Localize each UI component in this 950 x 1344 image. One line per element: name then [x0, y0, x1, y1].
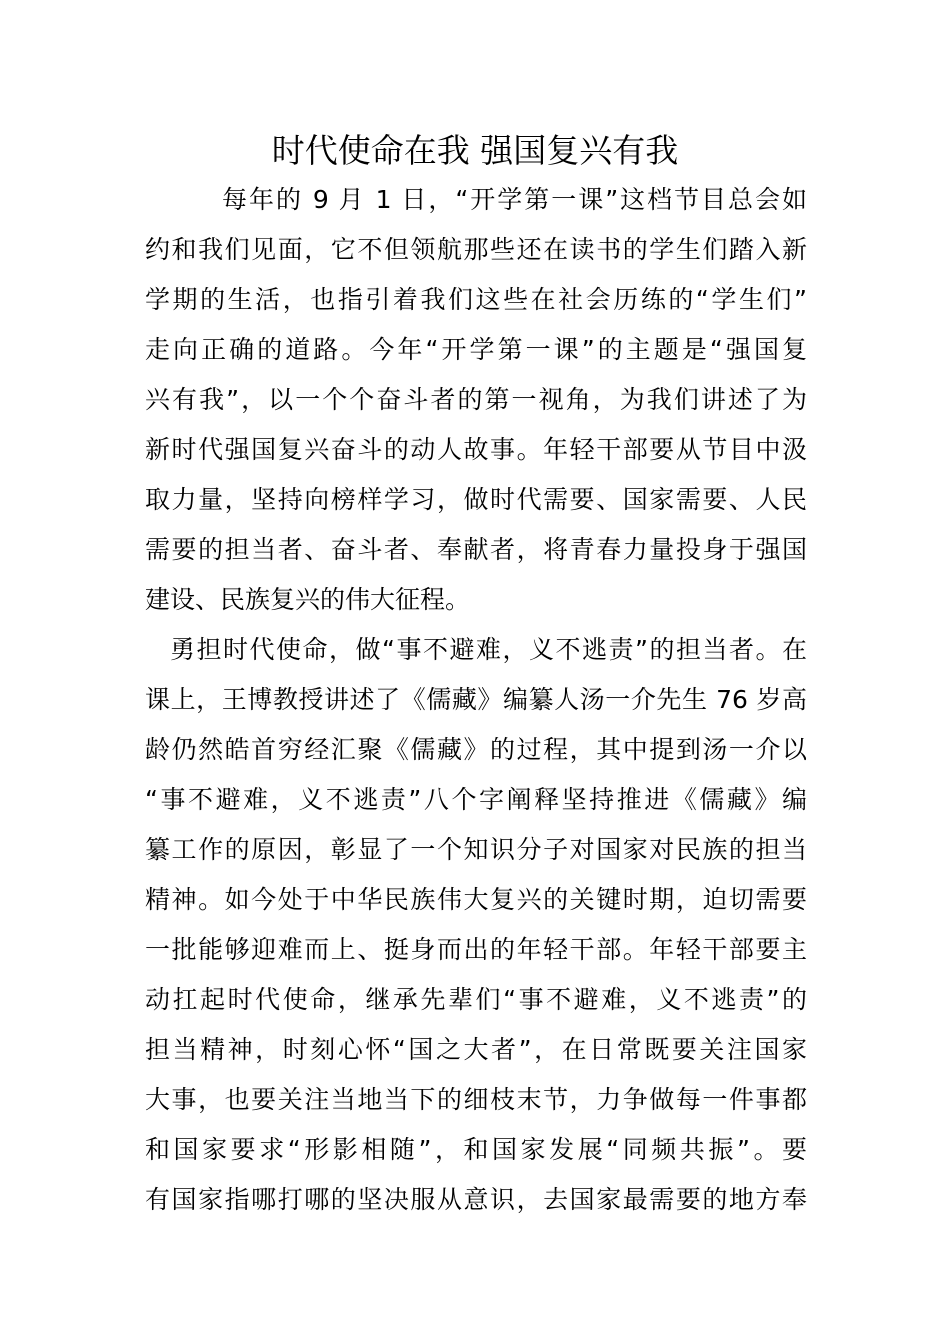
paragraph-line: 建设、民族复兴的伟大征程。	[145, 585, 471, 614]
paragraph-line: 纂工作的原因，彰显了一个知识分子对国家对民族的担当	[145, 835, 807, 864]
paragraph-line: 走向正确的道路。今年“开学第一课”的主题是“强国复	[145, 335, 807, 364]
paragraph-line: 有国家指哪打哪的坚决服从意识，去国家最需要的地方奉	[145, 1185, 807, 1214]
paragraph-line: 勇担时代使命，做“事不避难，义不逃责”的担当者。在	[170, 635, 807, 664]
paragraph-line: 课上，王博教授讲述了《儒藏》编纂人汤一介先生 76 岁高	[145, 685, 807, 714]
paragraph-line: 取力量，坚持向榜样学习，做时代需要、国家需要、人民	[145, 485, 807, 514]
document-title: 时代使命在我 强国复兴有我	[271, 131, 679, 170]
paragraph-line: 每年的 9 月 1 日，“开学第一课”这档节目总会如	[222, 185, 807, 214]
paragraph-line: “事不避难，义不逃责”八个字阐释坚持推进《儒藏》编	[145, 785, 807, 814]
paragraph-line: 学期的生活，也指引着我们这些在社会历练的“学生们”	[145, 285, 807, 314]
paragraph-line: 精神。如今处于中华民族伟大复兴的关键时期，迫切需要	[145, 885, 807, 914]
paragraph-line: 担当精神，时刻心怀“国之大者”，在日常既要关注国家	[145, 1035, 807, 1064]
paragraph-line: 龄仍然皓首穷经汇聚《儒藏》的过程，其中提到汤一介以	[145, 735, 807, 764]
paragraph-line: 和国家要求“形影相随”，和国家发展“同频共振”。要	[145, 1135, 807, 1164]
paragraph-line: 新时代强国复兴奋斗的动人故事。年轻干部要从节目中汲	[145, 435, 807, 464]
paragraph-line: 动扛起时代使命，继承先辈们“事不避难，义不逃责”的	[145, 985, 807, 1014]
paragraph-line: 兴有我”，以一个个奋斗者的第一视角，为我们讲述了为	[145, 385, 807, 414]
paragraph-line: 约和我们见面，它不但领航那些还在读书的学生们踏入新	[145, 235, 807, 264]
paragraph-line: 需要的担当者、奋斗者、奉献者，将青春力量投身于强国	[145, 535, 807, 564]
paragraph-line: 大事，也要关注当地当下的细枝末节，力争做每一件事都	[145, 1085, 807, 1114]
paragraph-line: 一批能够迎难而上、挺身而出的年轻干部。年轻干部要主	[145, 935, 807, 964]
